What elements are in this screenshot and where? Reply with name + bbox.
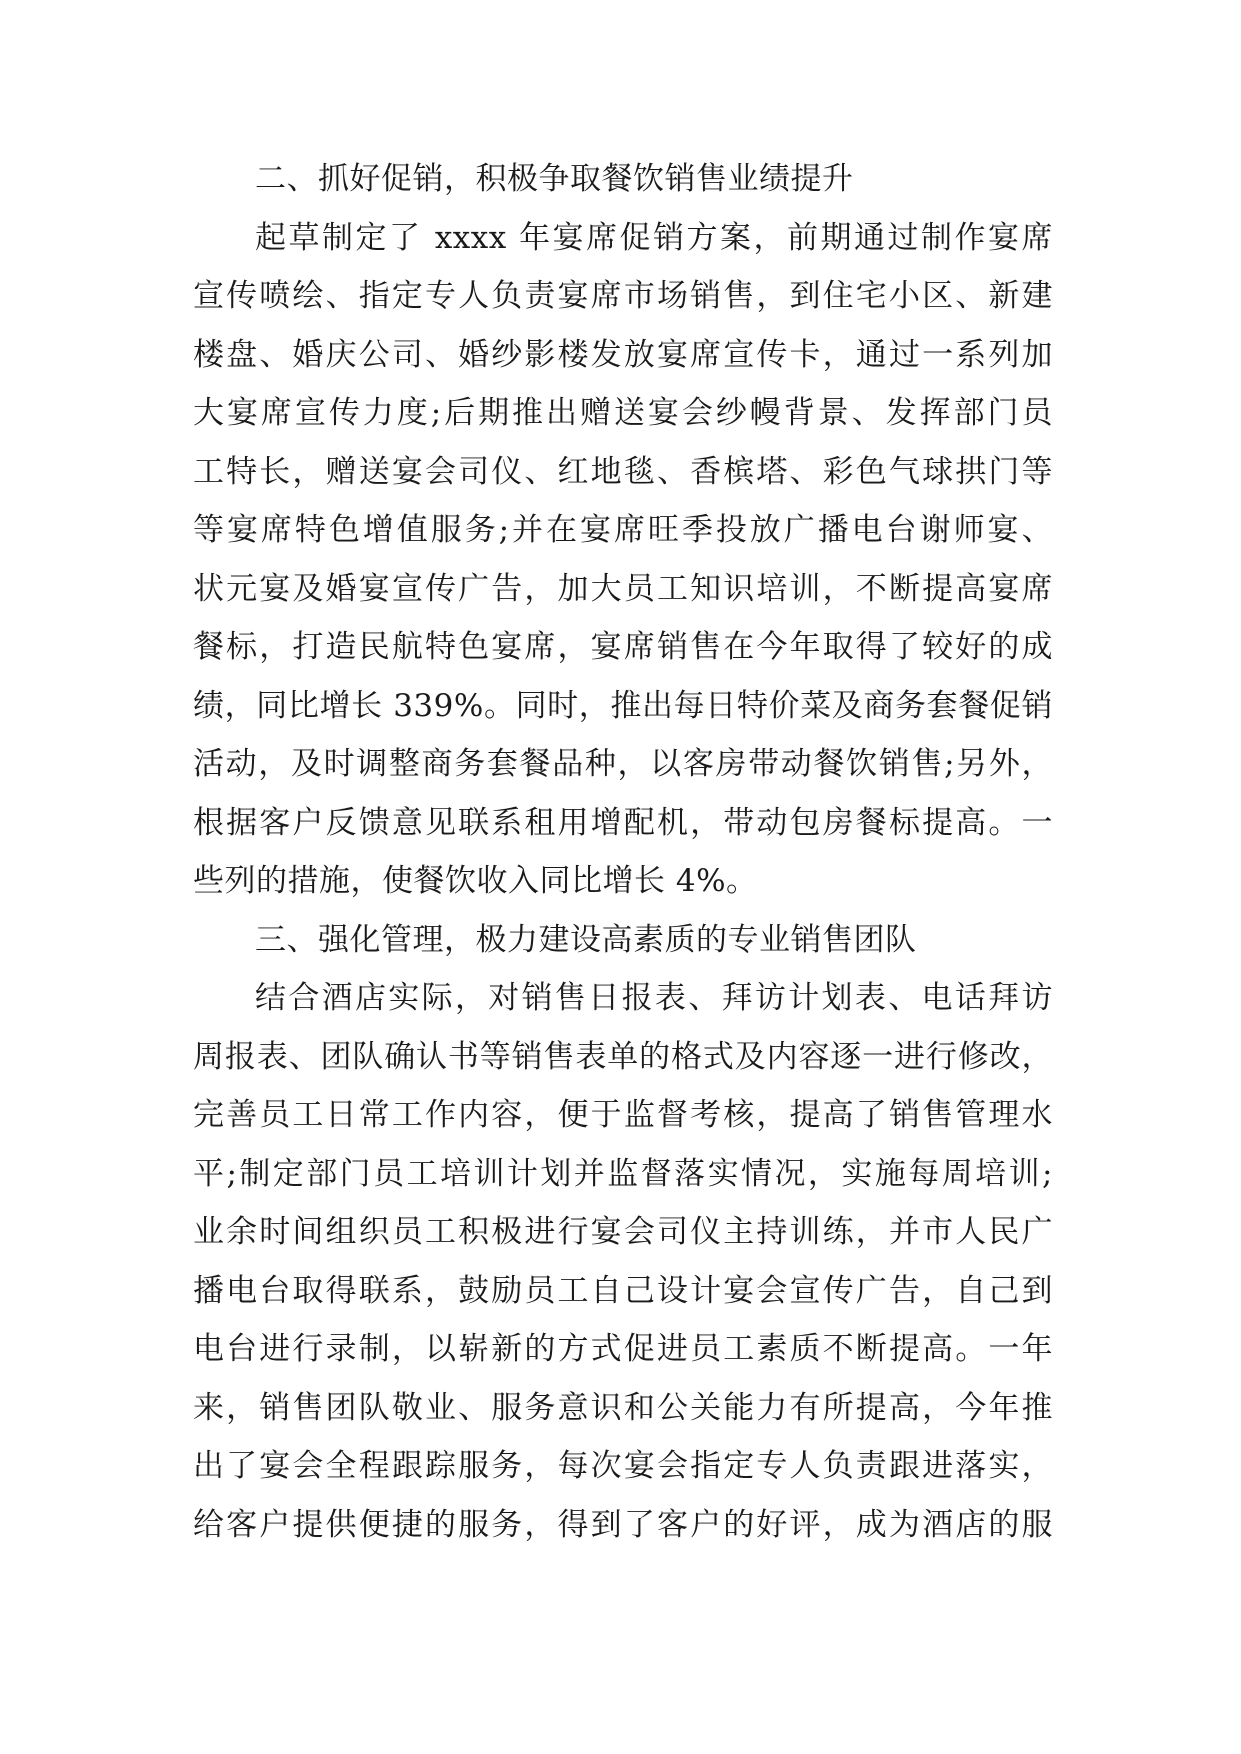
document-body: [193, 150, 1053, 1554]
text-line: 工特长，赠送宴会司仪、红地毯、香槟塔、彩色气球拱门等: [193, 453, 1053, 490]
text-line: 电台进行录制，以崭新的方式促进员工素质不断提高。一年: [193, 1331, 1053, 1367]
text-line: 出了宴会全程跟踪服务，每次宴会指定专人负责跟进落实，: [193, 1448, 1053, 1484]
text-line: 餐标，打造民航特色宴席，宴席销售在今年取得了较好的成: [193, 629, 1053, 665]
text-line: 大宴席宣传力度;后期推出赠送宴会纱幔背景、发挥部门员: [193, 395, 1053, 431]
text-line: 结合酒店实际，对销售日报表、拜访计划表、电话拜访: [255, 980, 1053, 1016]
section-heading-sales-promotion: 二、抓好促销，积极争取餐饮销售业绩提升: [255, 161, 854, 197]
text-line: 根据客户反馈意见联系租用增配机，带动包房餐标提高。一: [193, 804, 1053, 841]
text-line: 起草制定了 xxxx 年宴席促销方案，前期通过制作宴席: [255, 219, 1053, 256]
text-line: 绩，同比增长 339%。同时，推出每日特价菜及商务套餐促销: [193, 687, 1053, 724]
text-line: 活动，及时调整商务套餐品种，以客房带动餐饮销售;另外，: [193, 746, 1053, 782]
text-line: 播电台取得联系，鼓励员工自己设计宴会宣传广告，自己到: [193, 1272, 1053, 1309]
text-line: 周报表、团队确认书等销售表单的格式及内容逐一进行修改，: [193, 1038, 1053, 1075]
paragraph-team-management: [193, 969, 1053, 1554]
text-line: 宣传喷绘、指定专人负责宴席市场销售，到住宅小区、新建: [193, 278, 1053, 314]
text-line: 状元宴及婚宴宣传广告，加大员工知识培训，不断提高宴席: [193, 570, 1053, 607]
text-line: 楼盘、婚庆公司、婚纱影楼发放宴席宣传卡，通过一系列加: [193, 336, 1053, 373]
text-line: 平;制定部门员工培训计划并监督落实情况，实施每周培训;: [193, 1155, 1053, 1192]
text-line: 业余时间组织员工积极进行宴会司仪主持训练，并市人民广: [193, 1214, 1053, 1250]
text-line: 给客户提供便捷的服务，得到了客户的好评，成为酒店的服: [193, 1506, 1053, 1543]
paragraph-sales-promotion: [193, 209, 1053, 911]
section-heading-team-management: 三、强化管理，极力建设高素质的专业销售团队: [255, 921, 917, 958]
text-line: 些列的措施，使餐饮收入同比增长 4%。: [193, 863, 758, 899]
text-line: 完善员工日常工作内容，便于监督考核，提高了销售管理水: [193, 1097, 1053, 1133]
text-line: 来，销售团队敬业、服务意识和公关能力有所提高，今年推: [193, 1389, 1053, 1426]
text-line: 等宴席特色增值服务;并在宴席旺季投放广播电台谢师宴、: [193, 512, 1053, 548]
